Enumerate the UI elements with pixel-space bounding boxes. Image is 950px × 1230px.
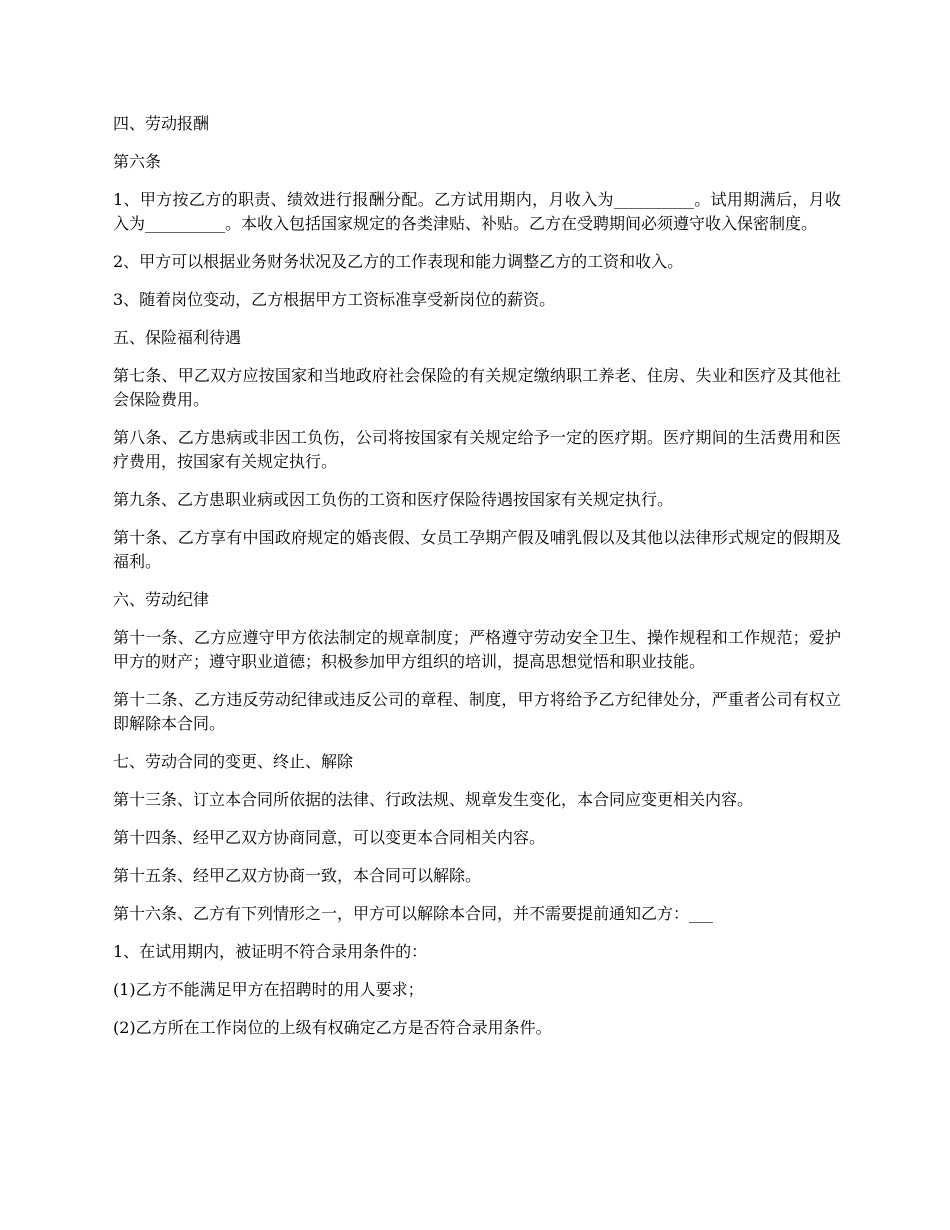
- article-6-title: 第六条: [113, 152, 162, 171]
- section-heading-labor-discipline: 六、劳动纪律: [113, 590, 210, 609]
- list-item-sub-1: (1)乙方不能满足甲方在招聘时的用人要求；: [113, 980, 424, 999]
- paragraph-position-change: 3、随着岗位变动，乙方根据甲方工资标准享受新岗位的薪资。: [113, 290, 556, 309]
- section-heading-insurance-benefits: 五、保险福利待遇: [113, 328, 242, 347]
- section-heading-contract-change: 七、劳动合同的变更、终止、解除: [113, 752, 354, 771]
- list-item-sub-2: (2)乙方所在工作岗位的上级有权确定乙方是否符合录用条件。: [113, 1018, 552, 1037]
- article-13: 第十三条、订立本合同所依据的法律、行政法规、规章发生变化，本合同应变更相关内容。: [113, 790, 754, 809]
- article-14: 第十四条、经甲乙双方协商同意，可以变更本合同相关内容。: [113, 828, 546, 847]
- section-heading-labor-compensation: 四、劳动报酬: [113, 114, 210, 133]
- article-9: 第九条、乙方患职业病或因工负伤的工资和医疗保险待遇按国家有关规定执行。: [113, 490, 674, 509]
- paragraph-salary-allocation: 1、甲方按乙方的职责、绩效进行报酬分配。乙方试用期内，月收入为__________。试用期满后，月收入为__________。本收入包括国家规定的各类津贴、补贴。乙方在受聘期间必须遵守收入保密制度。: [113, 190, 841, 233]
- article-8: 第八条、乙方患病或非因工负伤，公司将按国家有关规定给予一定的医疗期。医疗期间的生活费用和医疗费用，按国家有关规定执行。: [113, 428, 841, 471]
- paragraph-salary-adjustment: 2、甲方可以根据业务财务状况及乙方的工作表现和能力调整乙方的工资和收入。: [113, 252, 684, 271]
- article-7: 第七条、甲乙双方应按国家和当地政府社会保险的有关规定缴纳职工养老、住房、失业和医疗及其他社会保险费用。: [113, 366, 841, 409]
- document-body: [113, 112, 841, 1054]
- article-15: 第十五条、经甲乙双方协商一致，本合同可以解除。: [113, 866, 482, 885]
- list-item-probation: 1、在试用期内，被证明不符合录用条件的：: [113, 942, 428, 961]
- article-11: 第十一条、乙方应遵守甲方依法制定的规章制度；严格遵守劳动安全卫生、操作规程和工作规范；爱护甲方的财产；遵守职业道德；积极参加甲方组织的培训，提高思想觉悟和职业技能。: [113, 628, 841, 671]
- article-16: 第十六条、乙方有下列情形之一，甲方可以解除本合同，并不需要提前通知乙方：___: [113, 904, 714, 923]
- article-10: 第十条、乙方享有中国政府规定的婚丧假、女员工孕期产假及哺乳假以及其他以法律形式规定的假期及福利。: [113, 528, 841, 571]
- article-12: 第十二条、乙方违反劳动纪律或违反公司的章程、制度，甲方将给予乙方纪律处分，严重者公司有权立即解除本合同。: [113, 690, 841, 733]
